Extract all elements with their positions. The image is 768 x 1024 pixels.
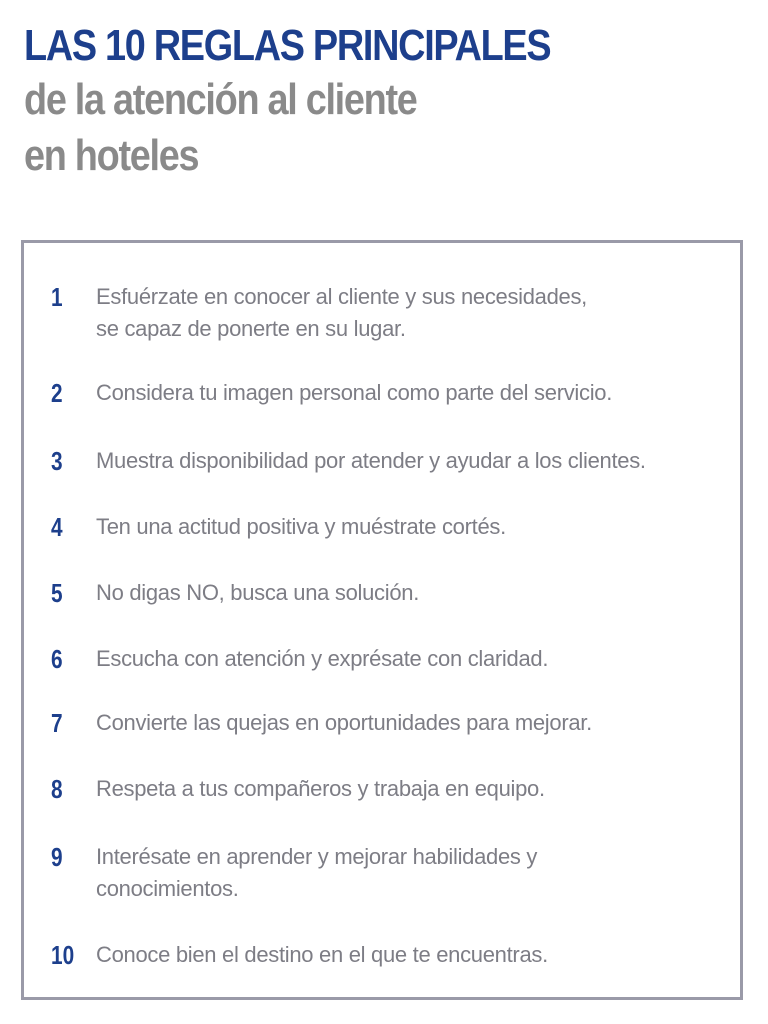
- rule-text: Conoce bien el destino en el que te encuentras.: [96, 942, 548, 967]
- rule-text: [96, 281, 736, 345]
- rule-text-line: Interésate en aprender y mejorar habilidades y: [96, 844, 538, 869]
- rule-text: Muestra disponibilidad por atender y ayudar a los clientes.: [96, 448, 646, 473]
- rule-text-line: se capaz de ponerte en su lugar.: [96, 316, 406, 341]
- rule-number: 3: [51, 446, 63, 476]
- rule-text: Respeta a tus compañeros y trabaja en equipo.: [96, 776, 545, 801]
- title-main: LAS 10 REGLAS PRINCIPALES: [24, 21, 551, 70]
- rule-text: Escucha con atención y exprésate con claridad.: [96, 646, 549, 671]
- rule-number: 5: [51, 578, 63, 608]
- rule-text: [96, 841, 736, 905]
- rule-number: 1: [51, 282, 63, 312]
- rule-text: Ten una actitud positiva y muéstrate cortés.: [96, 514, 506, 539]
- rule-number: 10: [51, 940, 75, 970]
- rule-text: No digas NO, busca una solución.: [96, 580, 420, 605]
- rule-text-line: Esfuérzate en conocer al cliente y sus necesidades,: [96, 284, 587, 309]
- rule-number: 2: [51, 378, 63, 408]
- rule-text: Considera tu imagen personal como parte del servicio.: [96, 380, 613, 405]
- rule-number: 4: [51, 512, 63, 542]
- rule-text-line: conocimientos.: [96, 876, 239, 901]
- rule-number: 8: [51, 774, 63, 804]
- title-subtitle-line-2: en hoteles: [24, 131, 199, 180]
- rule-text: Convierte las quejas en oportunidades para mejorar.: [96, 710, 592, 735]
- rule-number: 9: [51, 842, 63, 872]
- rule-number: 6: [51, 644, 63, 674]
- page-header: [24, 20, 744, 184]
- rules-list: [21, 240, 743, 1000]
- title-subtitle-line-1: de la atención al cliente: [24, 75, 417, 124]
- rule-number: 7: [51, 708, 63, 738]
